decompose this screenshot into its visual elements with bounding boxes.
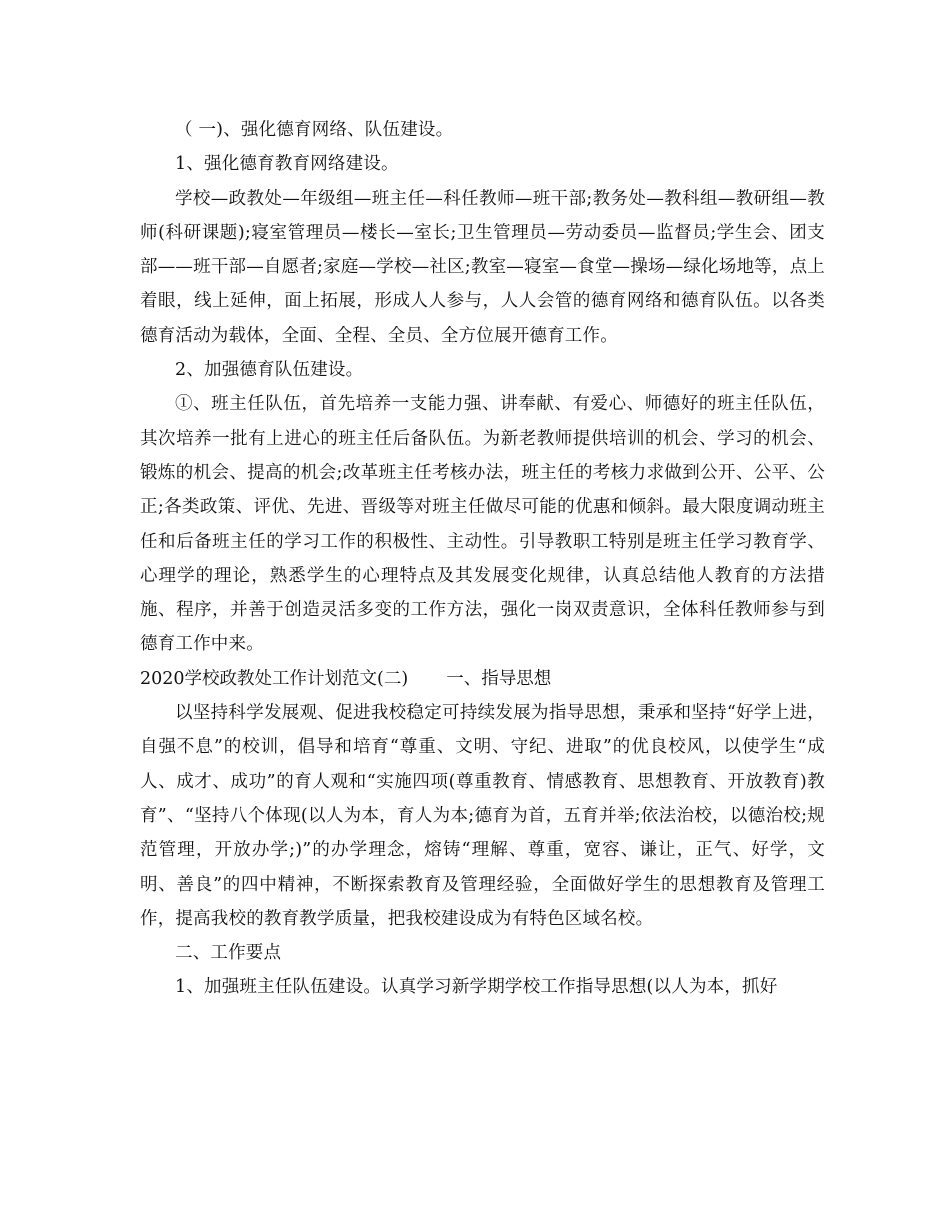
subheading-network-construction: 1、强化德育教育网络建设。 bbox=[175, 154, 399, 175]
paragraph-network-structure: 学校—政教处—年级组—班主任—科任教师—班干部;教务处—教科组—教研组—教师(科研课题);寝室管理员—楼长—室长;卫生管理员—劳动委员—监督员;学生会、团支部——班干部—自愿者;家庭—学校—社区;教室—寝室—食堂—操场—绿化场地等，点上着眼，线上延伸，面上拓展，形成人人参与，人人会管的德育网络和德育队伍。以各类德育活动为载体，全面、全程、全员、全方位展开德育工作。 bbox=[140, 188, 825, 346]
paragraph-head-teacher-team: ①、班主任队伍，首先培养一支能力强、讲奉献、有爱心、师德好的班主任队伍，其次培养一批有上进心的班主任后备队伍。为新老教师提供培训的机会、学习的机会、锻炼的机会、提高的机会;改革班主任考核办法，班主任的考核力求做到公开、公平、公正;各类政策、评优、先进、晋级等对班主任做尽可能的优惠和倾斜。最大限度调动班主任和后备班主任的学习工作的积极性、主动性。引导教职工特别是班主任学习教育学、心理学的理论，熟悉学生的心理特点及其发展变化规律，认真总结他人教育的方法措施、程序，并善于创造灵活多变的工作方法，强化一岗双责意识，全体科任教师参与到德育工作中来。 bbox=[140, 394, 825, 655]
section-title-line bbox=[140, 662, 825, 696]
paragraph-guiding-ideology: 以坚持科学发展观、促进我校稳定可持续发展为指导思想，秉承和坚持“好学上进，自强不息”的校训，倡导和培育“尊重、文明、守纪、进取”的优良校风，以使学生“成人、成才、成功”的育人观和“实施四项(尊重教育、情感教育、思想教育、开放教育)教育”、“坚持八个体现(以人为本，育人为本;德育为首，五育并举;依法治校，以德治校;规范管理，开放办学;)”的办学理念，熔铸“理解、尊重，宽容、谦让，正气、好学，文明、善良”的四中精神，不断探索教育及管理经验，全面做好学生的思想教育及管理工作，提高我校的教育教学质量，把我校建设成为有特色区域名校。 bbox=[140, 703, 825, 929]
document-body bbox=[140, 113, 825, 1005]
section-title: 2020学校政教处工作计划范文(二) bbox=[140, 668, 409, 689]
subheading-team-construction: 2、加强德育队伍建设。 bbox=[175, 360, 364, 381]
heading-strengthen-network: （ 一)、强化德育网络、队伍建设。 bbox=[175, 120, 454, 140]
section-subtitle: 一、指导思想 bbox=[446, 668, 552, 689]
heading-work-points: 二、工作要点 bbox=[175, 943, 282, 964]
paragraph-head-teacher-building: 1、加强班主任队伍建设。认真学习新学期学校工作指导思想(以人为本，抓好 bbox=[175, 977, 778, 998]
